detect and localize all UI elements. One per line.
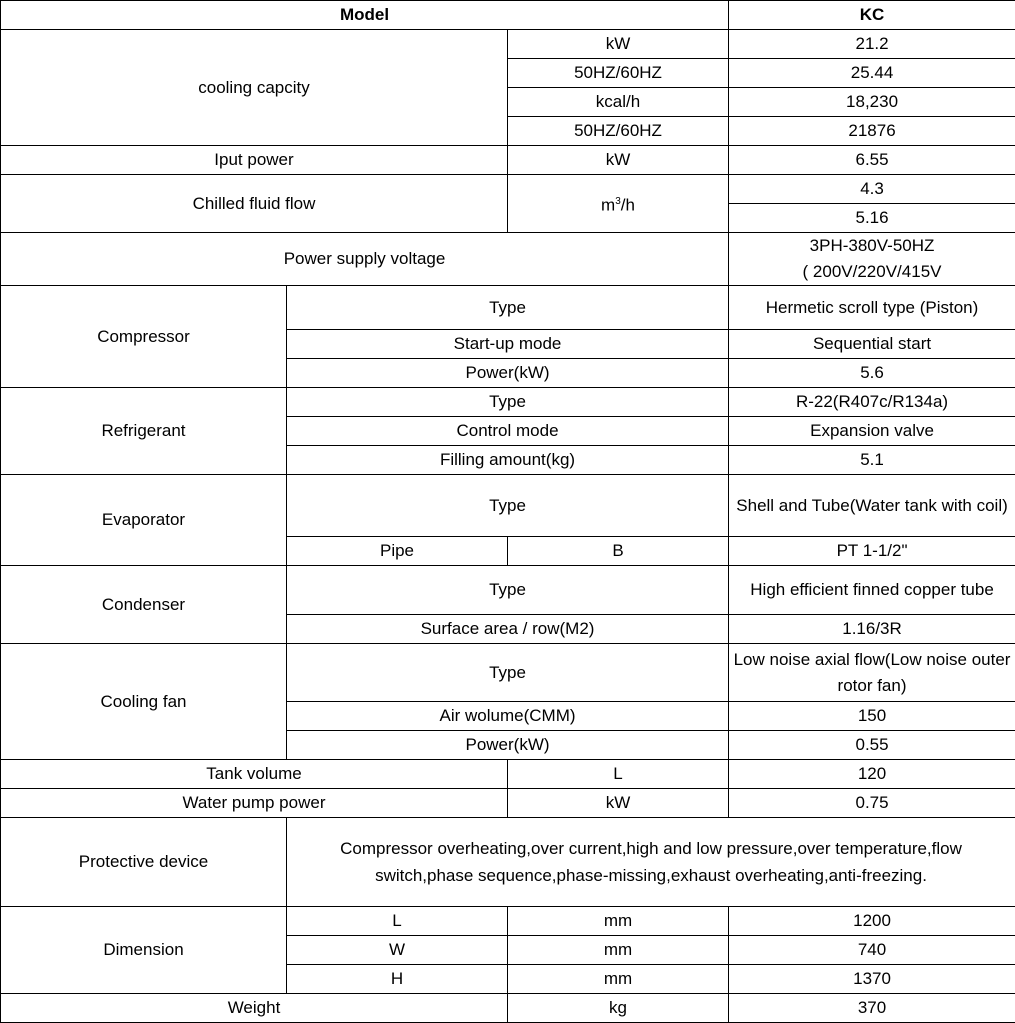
- weight-label: Weight: [1, 994, 508, 1023]
- table-row: [1, 30, 1015, 59]
- compressor-start-label: Start-up mode: [287, 330, 729, 359]
- refrigerant-label: Refrigerant: [1, 388, 287, 475]
- fan-air-label: Air wolume(CMM): [287, 702, 729, 731]
- condenser-area-value: 1.16/3R: [729, 615, 1015, 644]
- condenser-label: Condenser: [1, 566, 287, 644]
- fan-type-value: Low noise axial flow(Low noise outer rotor fan): [729, 644, 1015, 702]
- refrigerant-control-label: Control mode: [287, 417, 729, 446]
- protective-value: Compressor overheating,over current,high and low pressure,over temperature,flow switch,phase sequence,phase-missing,exhaust overheating,anti-freezing.: [287, 818, 1015, 907]
- fan-type-label: Type: [287, 644, 729, 702]
- refrigerant-type-value: R-22(R407c/R134a): [729, 388, 1015, 417]
- weight-unit: kg: [508, 994, 729, 1023]
- table-row: [1, 907, 1015, 936]
- cooling-value: 25.44: [729, 59, 1015, 88]
- fan-air-value: 150: [729, 702, 1015, 731]
- evaporator-pipe-value: PT 1-1/2": [729, 537, 1015, 566]
- dimension-label: Dimension: [1, 907, 287, 994]
- protective-label: Protective device: [1, 818, 287, 907]
- evaporator-label: Evaporator: [1, 475, 287, 566]
- chilled-flow-label: Chilled fluid flow: [1, 175, 508, 233]
- input-power-value: 6.55: [729, 146, 1015, 175]
- compressor-type-label: Type: [287, 286, 729, 330]
- input-power-unit: kW: [508, 146, 729, 175]
- unit-tail: /h: [621, 195, 635, 214]
- pump-label: Water pump power: [1, 789, 508, 818]
- cooling-unit: kW: [508, 30, 729, 59]
- voltage-line-1: 3PH-380V-50HZ: [733, 233, 1011, 259]
- table-row: [1, 566, 1015, 615]
- evaporator-type-label: Type: [287, 475, 729, 537]
- cooling-value: 21.2: [729, 30, 1015, 59]
- cooling-unit: 50HZ/60HZ: [508, 59, 729, 88]
- table-row: [1, 760, 1015, 789]
- weight-value: 370: [729, 994, 1015, 1023]
- cooling-value: 18,230: [729, 88, 1015, 117]
- dimension-w-unit: mm: [508, 936, 729, 965]
- compressor-power-value: 5.6: [729, 359, 1015, 388]
- cooling-value: 21876: [729, 117, 1015, 146]
- input-power-label: Iput power: [1, 146, 508, 175]
- evaporator-pipe-unit: B: [508, 537, 729, 566]
- table-row: [1, 388, 1015, 417]
- voltage-label: Power supply voltage: [1, 233, 729, 286]
- pump-unit: kW: [508, 789, 729, 818]
- cooling-capacity-label: cooling capcity: [1, 30, 508, 146]
- dimension-l-unit: mm: [508, 907, 729, 936]
- refrigerant-fill-label: Filling amount(kg): [287, 446, 729, 475]
- table-row: [1, 233, 1015, 286]
- condenser-area-label: Surface area / row(M2): [287, 615, 729, 644]
- compressor-power-label: Power(kW): [287, 359, 729, 388]
- voltage-line-2: ( 200V/220V/415V: [733, 259, 1011, 285]
- pump-value: 0.75: [729, 789, 1015, 818]
- header-row: [1, 1, 1015, 30]
- evaporator-pipe-label: Pipe: [287, 537, 508, 566]
- table-row: [1, 994, 1015, 1023]
- table-row: [1, 175, 1015, 204]
- compressor-type-value: Hermetic scroll type (Piston): [729, 286, 1015, 330]
- model-value: KC: [729, 1, 1015, 30]
- refrigerant-type-label: Type: [287, 388, 729, 417]
- dimension-h-label: H: [287, 965, 508, 994]
- refrigerant-control-value: Expansion valve: [729, 417, 1015, 446]
- table-row: [1, 286, 1015, 330]
- table-row: [1, 146, 1015, 175]
- fan-power-value: 0.55: [729, 731, 1015, 760]
- unit-superscript: 3: [615, 196, 621, 207]
- tank-value: 120: [729, 760, 1015, 789]
- dimension-h-unit: mm: [508, 965, 729, 994]
- dimension-w-value: 740: [729, 936, 1015, 965]
- voltage-value: [729, 233, 1015, 286]
- cooling-unit: kcal/h: [508, 88, 729, 117]
- chilled-flow-unit: [508, 175, 729, 233]
- dimension-l-value: 1200: [729, 907, 1015, 936]
- table-row: [1, 818, 1015, 907]
- condenser-type-label: Type: [287, 566, 729, 615]
- dimension-w-label: W: [287, 936, 508, 965]
- fan-label: Cooling fan: [1, 644, 287, 760]
- dimension-h-value: 1370: [729, 965, 1015, 994]
- condenser-type-value: High efficient finned copper tube: [729, 566, 1015, 615]
- dimension-l-label: L: [287, 907, 508, 936]
- chilled-flow-value: 4.3: [729, 175, 1015, 204]
- unit-base: m: [601, 195, 615, 214]
- refrigerant-fill-value: 5.1: [729, 446, 1015, 475]
- evaporator-type-value: Shell and Tube(Water tank with coil): [729, 475, 1015, 537]
- tank-label: Tank volume: [1, 760, 508, 789]
- tank-unit: L: [508, 760, 729, 789]
- compressor-label: Compressor: [1, 286, 287, 388]
- model-label: Model: [1, 1, 729, 30]
- cooling-unit: 50HZ/60HZ: [508, 117, 729, 146]
- fan-power-label: Power(kW): [287, 731, 729, 760]
- table-row: [1, 789, 1015, 818]
- chilled-flow-value: 5.16: [729, 204, 1015, 233]
- table-row: [1, 475, 1015, 537]
- table-row: [1, 644, 1015, 702]
- compressor-start-value: Sequential start: [729, 330, 1015, 359]
